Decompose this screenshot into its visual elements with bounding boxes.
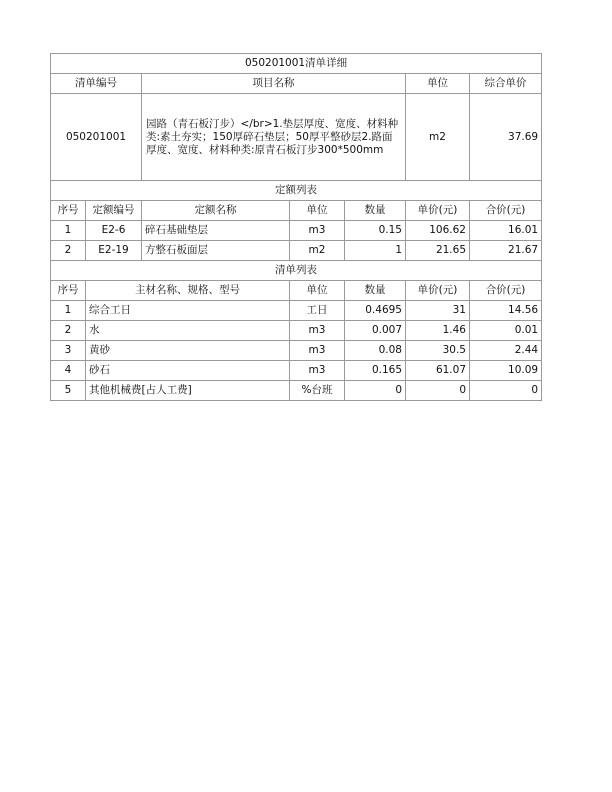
list-unit: m3 xyxy=(290,341,345,361)
list-header-qty: 数量 xyxy=(345,281,406,301)
table-row xyxy=(51,301,542,321)
list-price: 61.07 xyxy=(406,361,470,381)
quota-name: 碎石基础垫层 xyxy=(142,221,290,241)
quota-section-title: 定额列表 xyxy=(51,181,542,201)
list-header-name: 主材名称、规格、型号 xyxy=(86,281,290,301)
list-no: 3 xyxy=(51,341,86,361)
list-title-row xyxy=(51,261,542,281)
list-total: 0.01 xyxy=(470,321,542,341)
list-unit: 工日 xyxy=(290,301,345,321)
header-code: 清单编号 xyxy=(51,74,142,94)
list-price: 30.5 xyxy=(406,341,470,361)
header-price: 综合单价 xyxy=(470,74,542,94)
list-no: 4 xyxy=(51,361,86,381)
list-name: 黄砂 xyxy=(86,341,290,361)
list-unit: %台班 xyxy=(290,381,345,401)
quota-no: 2 xyxy=(51,241,86,261)
list-name: 其他机械费[占人工费] xyxy=(86,381,290,401)
quota-unit: m3 xyxy=(290,221,345,241)
list-price: 1.46 xyxy=(406,321,470,341)
quota-name: 方整石板面层 xyxy=(142,241,290,261)
item-row xyxy=(51,94,542,181)
quota-header-code: 定额编号 xyxy=(86,201,142,221)
quota-header-name: 定额名称 xyxy=(142,201,290,221)
quota-no: 1 xyxy=(51,221,86,241)
list-section-title: 清单列表 xyxy=(51,261,542,281)
item-name: 园路（青石板汀步）</br>1.垫层厚度、宽度、材料种类:素土夯实；150厚碎石垫层；50厚平整砂层2.路面厚度、宽度、材料种类:原青石板汀步300*500mm xyxy=(142,94,406,181)
list-total: 0 xyxy=(470,381,542,401)
item-unit: m2 xyxy=(406,94,470,181)
list-name: 综合工日 xyxy=(86,301,290,321)
item-price: 37.69 xyxy=(470,94,542,181)
list-total: 2.44 xyxy=(470,341,542,361)
quota-header-no: 序号 xyxy=(51,201,86,221)
quota-header-unit: 单位 xyxy=(290,201,345,221)
list-name: 砂石 xyxy=(86,361,290,381)
item-header-row xyxy=(51,74,542,94)
quota-qty: 0.15 xyxy=(345,221,406,241)
list-header-no: 序号 xyxy=(51,281,86,301)
item-code: 050201001 xyxy=(51,94,142,181)
quota-header-total: 合价(元) xyxy=(470,201,542,221)
table-row xyxy=(51,321,542,341)
list-qty: 0 xyxy=(345,381,406,401)
table-row xyxy=(51,361,542,381)
list-no: 2 xyxy=(51,321,86,341)
quota-total: 21.67 xyxy=(470,241,542,261)
list-price: 0 xyxy=(406,381,470,401)
title-row xyxy=(51,54,542,74)
quota-total: 16.01 xyxy=(470,221,542,241)
quota-code: E2-6 xyxy=(86,221,142,241)
list-qty: 0.08 xyxy=(345,341,406,361)
list-total: 10.09 xyxy=(470,361,542,381)
list-header-row xyxy=(51,281,542,301)
table-row xyxy=(51,381,542,401)
quota-unit: m2 xyxy=(290,241,345,261)
list-qty: 0.007 xyxy=(345,321,406,341)
list-no: 5 xyxy=(51,381,86,401)
list-qty: 0.165 xyxy=(345,361,406,381)
list-qty: 0.4695 xyxy=(345,301,406,321)
list-no: 1 xyxy=(51,301,86,321)
quota-header-qty: 数量 xyxy=(345,201,406,221)
header-unit: 单位 xyxy=(406,74,470,94)
table-row xyxy=(51,341,542,361)
list-header-unit: 单位 xyxy=(290,281,345,301)
list-header-price: 单价(元) xyxy=(406,281,470,301)
table-row xyxy=(51,241,542,261)
table-row xyxy=(51,221,542,241)
list-header-total: 合价(元) xyxy=(470,281,542,301)
quota-header-row xyxy=(51,201,542,221)
table-title: 050201001清单详细 xyxy=(51,54,542,74)
quota-code: E2-19 xyxy=(86,241,142,261)
header-name: 项目名称 xyxy=(142,74,406,94)
quota-qty: 1 xyxy=(345,241,406,261)
quota-price: 106.62 xyxy=(406,221,470,241)
quota-title-row xyxy=(51,181,542,201)
list-name: 水 xyxy=(86,321,290,341)
quota-price: 21.65 xyxy=(406,241,470,261)
list-unit: m3 xyxy=(290,361,345,381)
list-unit: m3 xyxy=(290,321,345,341)
quota-header-price: 单价(元) xyxy=(406,201,470,221)
list-total: 14.56 xyxy=(470,301,542,321)
bill-detail-table xyxy=(50,53,542,401)
list-price: 31 xyxy=(406,301,470,321)
